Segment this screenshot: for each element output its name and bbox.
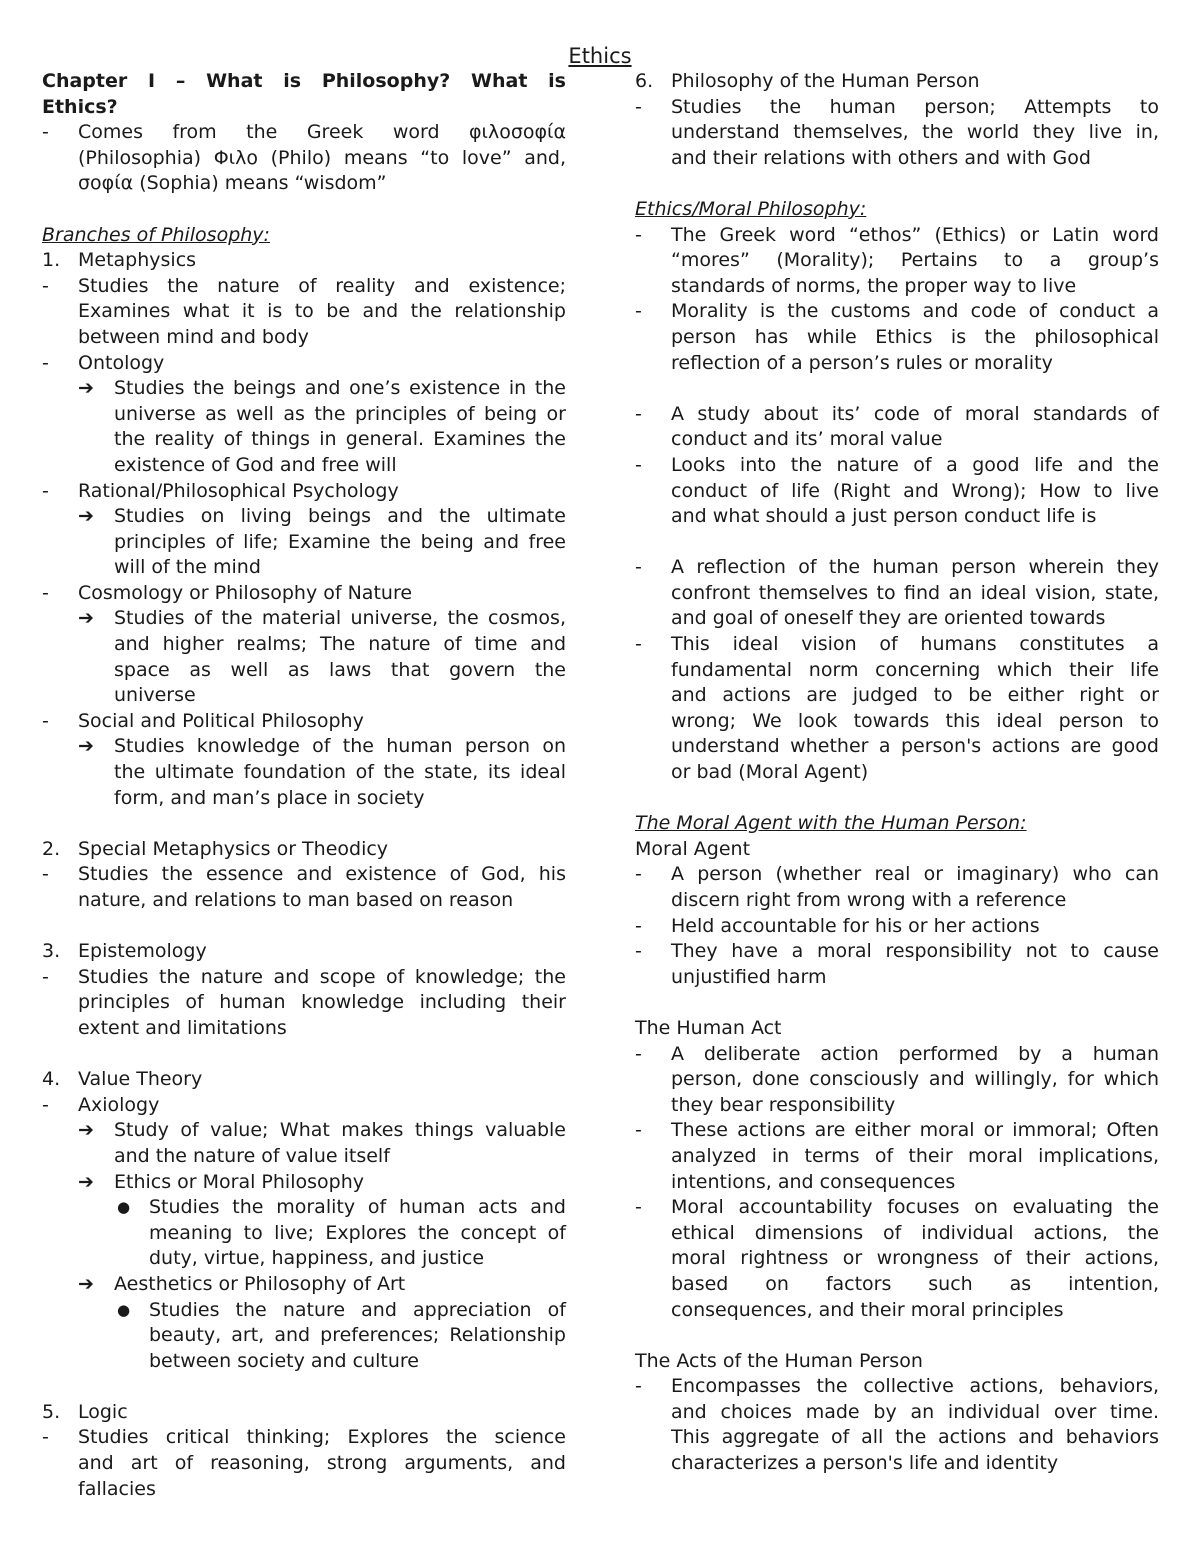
list-item-text: - Studies the human person; Attempts to	[635, 95, 1159, 118]
arrow-icon: ➔	[78, 505, 94, 528]
intro-line: (Philosophia) Φιλο (Philo) means “to love” and,	[78, 146, 566, 169]
arrow-item-text: existence of God and free will	[114, 453, 397, 476]
list-item: 3. Epistemology	[42, 940, 207, 963]
bullet-item: ● Studies the morality of human acts and	[42, 1195, 566, 1221]
dash-item: - A person (whether real or imaginary) who can	[635, 863, 1159, 886]
list-item-text: - Studies the nature of reality and existence;	[42, 274, 566, 297]
arrow-item-text: will of the mind	[114, 556, 261, 579]
list-item: 1. Metaphysics	[42, 249, 197, 272]
page-title: Ethics	[568, 44, 632, 68]
intro-line: σοφία (Sophia) means “wisdom”	[78, 172, 387, 195]
dash-item-text: consequences, and their moral principles	[671, 1298, 1064, 1321]
dash-item-text: confront themselves to find an ideal vision, state,	[671, 581, 1159, 604]
intro-line: - Comes from the Greek word φιλοσοφία	[42, 121, 566, 144]
list-item-text: and art of reasoning, strong arguments, and	[78, 1452, 566, 1475]
dash-item-text: ethical dimensions of individual actions, the	[671, 1221, 1159, 1244]
list-item-text: Examines what it is to be and the relationship	[78, 300, 566, 323]
dash-item-text: intentions, and consequences	[671, 1170, 956, 1193]
dash-item: - Encompasses the collective actions, behaviors,	[635, 1375, 1159, 1398]
arrow-item: ➔ Studies on living beings and the ultimate	[42, 504, 566, 530]
dash-item-text: reflection of a person’s rules or morality	[671, 351, 1053, 374]
arrow-item-text: space as well as laws that govern the	[114, 658, 566, 681]
list-item: 6. Philosophy of the Human Person	[635, 70, 980, 92]
arrow-item: ➔ Studies of the material universe, the cosmos,	[42, 606, 566, 632]
arrow-icon: ➔	[78, 377, 94, 400]
arrow-item: ➔ Studies the beings and one’s existence in the	[42, 376, 566, 402]
dash-item: - Morality is the customs and code of conduct a	[635, 300, 1159, 323]
dash-item-text: “mores” (Morality); Pertains to a group’s	[671, 249, 1159, 272]
arrow-item: ➔ Study of value; What makes things valuable	[42, 1118, 566, 1144]
dash-item: - Held accountable for his or her actions	[635, 914, 1040, 937]
sub-item: - Axiology	[42, 1093, 160, 1116]
bullet-item-text: between society and culture	[149, 1349, 419, 1372]
dash-item-text: and goal of oneself they are oriented towards	[671, 607, 1106, 630]
dash-item-text: standards of norms, the proper way to live	[671, 274, 1077, 297]
dash-item-text: conduct and its’ moral value	[671, 428, 943, 451]
arrow-item: ➔ Studies knowledge of the human person on	[42, 734, 566, 760]
arrow-item-text: universe	[114, 684, 196, 707]
ethics-heading: Ethics/Moral Philosophy:	[635, 197, 867, 220]
arrow-item-text: and the nature of value itself	[114, 1144, 390, 1167]
dash-item-text: and what should a just person conduct life is	[671, 505, 1097, 528]
sub-item: - Social and Political Philosophy	[42, 709, 364, 732]
dash-item-text: and actions are judged to be either right or	[671, 684, 1159, 707]
bullet-item-text: beauty, art, and preferences; Relationship	[149, 1324, 566, 1347]
dash-item-text: and choices made by an individual over time.	[671, 1400, 1159, 1423]
acts-label: The Acts of the Human Person	[635, 1349, 923, 1372]
list-item-text: and their relations with others and with God	[671, 146, 1091, 169]
dash-item-text: they bear responsibility	[671, 1093, 896, 1116]
dash-item-text: or bad (Moral Agent)	[671, 761, 869, 784]
arrow-icon: ➔	[78, 607, 94, 630]
bullet-icon: ●	[117, 1300, 131, 1319]
list-item-text: extent and limitations	[78, 1016, 287, 1039]
dash-item-text: This aggregate of all the actions and behaviors	[671, 1426, 1159, 1449]
dash-item-text: fundamental norm concerning which their life	[671, 658, 1159, 681]
arrow-item: ➔ Aesthetics or Philosophy of Art	[42, 1272, 566, 1298]
chapter-heading-line: Ethics?	[42, 95, 118, 118]
dash-item: - They have a moral responsibility not to cause	[635, 940, 1159, 963]
bullet-item: ● Studies the nature and appreciation of	[42, 1298, 566, 1324]
dash-item: - A study about its’ code of moral standards of	[635, 402, 1159, 425]
dash-item-text: person, done consciously and willingly, for which	[671, 1068, 1159, 1091]
dash-item: - Moral accountability focuses on evaluating the	[635, 1196, 1159, 1219]
dash-item-text: based on factors such as intention,	[671, 1272, 1159, 1295]
moral-agent-label: Moral Agent	[635, 837, 751, 860]
chapter-heading-line: Chapter I – What is Philosophy? What is	[42, 70, 566, 92]
dash-item-text: moral rightness or wrongness of their actions,	[671, 1247, 1159, 1270]
sub-item: - Ontology	[42, 351, 165, 374]
arrow-item-text: form, and man’s place in society	[114, 786, 425, 809]
dash-item: - These actions are either moral or immoral; Often	[635, 1119, 1159, 1142]
list-item-text: nature, and relations to man based on reason	[78, 889, 514, 911]
dash-item-text: characterizes a person's life and identity	[671, 1452, 1059, 1475]
dash-item: - This ideal vision of humans constitutes a	[635, 633, 1159, 656]
arrow-item-text: the ultimate foundation of the state, its ideal	[114, 761, 566, 784]
moral-agent-heading: The Moral Agent with the Human Person:	[635, 812, 1027, 835]
dash-item-text: unjustified harm	[671, 965, 827, 988]
dash-item: - A reflection of the human person wherein they	[635, 556, 1159, 579]
list-item-text: between mind and body	[78, 325, 309, 348]
left-column	[42, 69, 566, 1502]
arrow-item: ➔ Ethics or Moral Philosophy	[42, 1170, 566, 1196]
list-item-text: - Studies critical thinking; Explores the science	[42, 1426, 566, 1449]
list-item-text: understand themselves, the world they live in,	[671, 121, 1159, 144]
dash-item-text: discern right from wrong with a reference	[671, 889, 1067, 911]
arrow-item-text: universe as well as the principles of being or	[114, 402, 566, 425]
dash-item: - The Greek word “ethos” (Ethics) or Latin word	[635, 223, 1159, 246]
list-item-text: - Studies the essence and existence of God, his	[42, 863, 566, 886]
arrow-item-text: principles of life; Examine the being and free	[114, 530, 566, 553]
arrow-item-text: and higher realms; The nature of time and	[114, 633, 566, 656]
list-item: 5. Logic	[42, 1400, 128, 1423]
arrow-icon: ➔	[78, 1119, 94, 1142]
right-column	[635, 69, 1159, 1477]
list-item: 4. Value Theory	[42, 1068, 203, 1091]
dash-item-text: wrong; We look towards this ideal person to	[671, 709, 1159, 732]
bullet-icon: ●	[117, 1198, 131, 1217]
arrow-item-text: the reality of things in general. Examines the	[114, 428, 566, 451]
dash-item: - Looks into the nature of a good life and the	[635, 453, 1159, 476]
list-item-text: fallacies	[78, 1477, 156, 1500]
arrow-icon: ➔	[78, 735, 94, 758]
list-item-text: - Studies the nature and scope of knowledge; the	[42, 965, 566, 988]
dash-item: - A deliberate action performed by a human	[635, 1042, 1159, 1065]
sub-item: - Rational/Philosophical Psychology	[42, 479, 399, 502]
dash-item-text: person has while Ethics is the philosophical	[671, 325, 1159, 348]
arrow-icon: ➔	[78, 1170, 94, 1193]
dash-item-text: analyzed in terms of their moral implications,	[671, 1144, 1159, 1167]
dash-item-text: conduct of life (Right and Wrong); How to live	[671, 479, 1159, 502]
arrow-icon: ➔	[78, 1272, 94, 1295]
bullet-item-text: duty, virtue, happiness, and justice	[149, 1247, 485, 1270]
list-item-text: principles of human knowledge including their	[78, 991, 566, 1014]
sub-item: - Cosmology or Philosophy of Nature	[42, 581, 413, 604]
list-item: 2. Special Metaphysics or Theodicy	[42, 837, 389, 860]
bullet-item-text: meaning to live; Explores the concept of	[149, 1221, 566, 1244]
human-act-label: The Human Act	[635, 1016, 782, 1039]
branches-heading: Branches of Philosophy:	[42, 223, 270, 246]
dash-item-text: understand whether a person's actions are good	[671, 735, 1159, 758]
